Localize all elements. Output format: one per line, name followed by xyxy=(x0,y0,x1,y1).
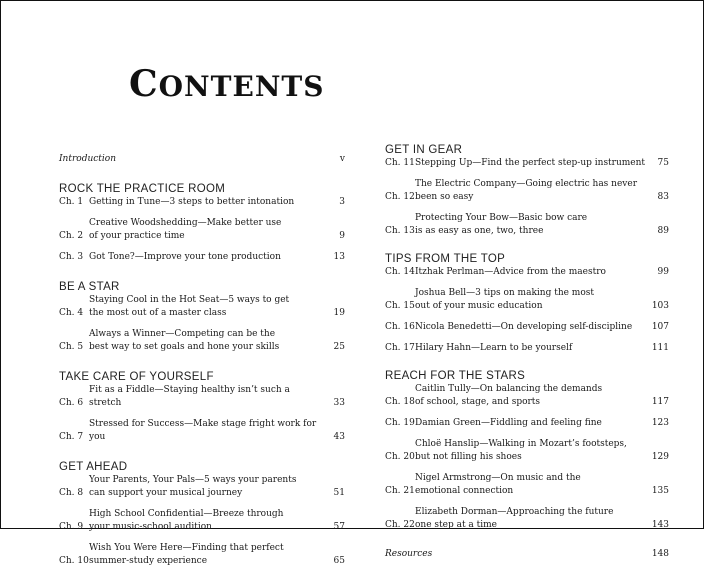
toc-entry[interactable] xyxy=(59,294,345,320)
chapter-title xyxy=(415,417,647,430)
chapter-title xyxy=(89,542,323,568)
chapter-title-line: emotional connection xyxy=(415,486,514,496)
chapter-number: Ch. 14 xyxy=(385,267,415,277)
chapter-title-line: Your Parents, Your Pals—5 ways your parents xyxy=(89,475,297,485)
chapter-number: Ch. 18 xyxy=(385,397,415,407)
chapter-title-line: can support your musical journey xyxy=(89,488,243,498)
right-column xyxy=(385,143,669,561)
chapter-title-line: your music-school audition xyxy=(89,522,212,532)
page-number: 43 xyxy=(333,432,345,442)
page-number: 19 xyxy=(333,308,345,318)
page-number: 25 xyxy=(333,342,345,352)
page-number: 83 xyxy=(657,192,669,202)
chapter-number: Ch. 12 xyxy=(385,192,415,202)
page-number: v xyxy=(339,154,345,164)
page-number: 51 xyxy=(333,488,345,498)
toc-entry[interactable] xyxy=(59,196,345,209)
chapter-title-line: Stressed for Success—Make stage fright work for you xyxy=(89,419,317,442)
chapter-number: Ch. 16 xyxy=(385,322,415,332)
chapter-title-line: Caitlin Tully—On balancing the demands xyxy=(415,384,603,394)
toc-entry-introduction[interactable] xyxy=(59,153,345,166)
page-number: 117 xyxy=(651,397,669,407)
chapter-title-line: High School Confidential—Breeze through xyxy=(89,509,284,519)
page-number: 143 xyxy=(651,520,669,530)
chapter-number: Ch. 4 xyxy=(59,308,84,318)
chapter-title-line: Fit as a Fiddle—Staying healthy isn’t such a stretch xyxy=(89,385,290,408)
chapter-number: Ch. 19 xyxy=(385,418,415,428)
chapter-number: Ch. 13 xyxy=(385,226,415,236)
section-heading: TIPS FROM THE TOP xyxy=(385,253,506,265)
chapter-title xyxy=(89,474,323,500)
toc-entry[interactable] xyxy=(385,417,669,430)
chapter-title xyxy=(89,328,323,354)
toc-entry[interactable] xyxy=(59,328,345,354)
section-heading: ROCK THE PRACTICE ROOM xyxy=(59,183,226,195)
chapter-title xyxy=(415,472,647,498)
chapter-number: Ch. 11 xyxy=(385,158,415,168)
title-initial: C xyxy=(129,63,159,105)
chapter-title xyxy=(89,217,323,243)
page-number: 89 xyxy=(657,226,669,236)
chapter-number: Ch. 7 xyxy=(59,432,84,442)
chapter-title-line: best way to set goals and hone your skills xyxy=(89,342,280,352)
chapter-title xyxy=(89,508,323,534)
chapter-title xyxy=(415,266,647,279)
toc-entry[interactable] xyxy=(385,506,669,532)
page-number: 135 xyxy=(651,486,669,496)
toc-entry[interactable] xyxy=(385,266,669,279)
chapter-title xyxy=(89,251,323,264)
page-number: 99 xyxy=(657,267,669,277)
chapter-title-line: Getting in Tune—3 steps to better intonation xyxy=(89,197,295,207)
chapter-title xyxy=(415,287,647,313)
toc-entry[interactable] xyxy=(59,217,345,243)
chapter-number: Ch. 1 xyxy=(59,197,84,207)
left-column xyxy=(59,151,345,568)
chapter-title xyxy=(415,157,647,170)
page-number: 111 xyxy=(651,343,669,353)
page-number: 75 xyxy=(657,158,669,168)
page-number: 57 xyxy=(333,522,345,532)
toc-entry[interactable] xyxy=(59,384,345,410)
toc-entry[interactable] xyxy=(385,383,669,409)
chapter-title-line: out of your music education xyxy=(415,301,543,311)
toc-entry[interactable] xyxy=(385,178,669,204)
chapter-title xyxy=(89,196,323,209)
chapter-title-line: been so easy xyxy=(415,192,474,202)
toc-entry[interactable] xyxy=(385,157,669,170)
section-heading: BE A STAR xyxy=(59,281,120,293)
toc-entry[interactable] xyxy=(59,474,345,500)
chapter-number: Ch. 17 xyxy=(385,343,415,353)
chapter-title-line: of your practice time xyxy=(89,231,185,241)
chapter-number: Ch. 8 xyxy=(59,488,84,498)
chapter-number: Ch. 9 xyxy=(59,522,84,532)
chapter-title-line: Elizabeth Dorman—Approaching the future xyxy=(415,507,614,517)
toc-entry[interactable] xyxy=(385,287,669,313)
toc-entry[interactable] xyxy=(59,542,345,568)
entry-label: Introduction xyxy=(59,154,116,164)
chapter-title-line: one step at a time xyxy=(415,520,498,530)
toc-entry[interactable] xyxy=(385,212,669,238)
chapter-number: Ch. 3 xyxy=(59,252,84,262)
section-heading: GET AHEAD xyxy=(59,461,128,473)
toc-entry[interactable] xyxy=(59,418,345,444)
chapter-title xyxy=(415,383,647,409)
page-number: 103 xyxy=(651,301,669,311)
page-number: 148 xyxy=(651,549,669,559)
chapter-title-line: the most out of a master class xyxy=(89,308,227,318)
toc-entry[interactable] xyxy=(385,342,669,355)
chapter-title xyxy=(415,321,647,334)
chapter-title-line: Creative Woodshedding—Make better use xyxy=(89,218,282,228)
section-heading: GET IN GEAR xyxy=(385,144,463,156)
toc-entry[interactable] xyxy=(385,321,669,334)
chapter-title xyxy=(89,384,323,410)
chapter-title xyxy=(415,178,647,204)
toc-entry-resources[interactable] xyxy=(385,548,669,561)
chapter-title-line: Wish You Were Here—Finding that perfect xyxy=(89,543,284,553)
page-number: 9 xyxy=(339,231,345,241)
page-title xyxy=(129,63,324,105)
chapter-title-line: Got Tone?—Improve your tone production xyxy=(89,252,281,262)
section-heading: REACH FOR THE STARS xyxy=(385,370,526,382)
chapter-title-line: Nigel Armstrong—On music and the xyxy=(415,473,581,483)
chapter-title-line: Chloë Hanslip—Walking in Mozart’s footsteps, xyxy=(415,439,627,449)
page-number: 3 xyxy=(339,197,345,207)
chapter-number: Ch. 10 xyxy=(59,556,89,566)
page-number: 107 xyxy=(651,322,669,332)
page-number: 129 xyxy=(651,452,669,462)
page-number: 123 xyxy=(651,418,669,428)
chapter-title-line: Stepping Up—Find the perfect step-up instrument xyxy=(415,158,646,168)
chapter-title xyxy=(89,418,323,444)
chapter-title-line: Itzhak Perlman—Advice from the maestro xyxy=(415,267,606,277)
page-number: 33 xyxy=(333,398,345,408)
chapter-title-line: Damian Green—Fiddling and feeling fine xyxy=(415,418,602,428)
chapter-number: Ch. 20 xyxy=(385,452,415,462)
chapter-title xyxy=(415,506,647,532)
chapter-title-line: The Electric Company—Going electric has never xyxy=(415,179,637,189)
chapter-title-line: Protecting Your Bow—Basic bow care xyxy=(415,213,588,223)
chapter-title xyxy=(415,438,647,464)
chapter-title xyxy=(89,294,323,320)
chapter-title-line: of school, stage, and sports xyxy=(415,397,541,407)
chapter-title-line: summer-study experience xyxy=(89,556,208,566)
section-heading: TAKE CARE OF YOURSELF xyxy=(59,371,214,383)
page-number: 13 xyxy=(333,252,345,262)
entry-label: Resources xyxy=(385,549,433,559)
toc-entry[interactable] xyxy=(59,251,345,264)
chapter-title-line: is as easy as one, two, three xyxy=(415,226,544,236)
chapter-title-line: Always a Winner—Competing can be the xyxy=(89,329,276,339)
page-number: 65 xyxy=(333,556,345,566)
chapter-title-line: Nicola Benedetti—On developing self-discipline xyxy=(415,322,633,332)
chapter-title-line: Staying Cool in the Hot Seat—5 ways to get xyxy=(89,295,290,305)
chapter-title-line: Joshua Bell—3 tips on making the most xyxy=(415,288,594,298)
chapter-title-line: but not filling his shoes xyxy=(415,452,522,462)
chapter-number: Ch. 21 xyxy=(385,486,415,496)
chapter-number: Ch. 15 xyxy=(385,301,415,311)
chapter-number: Ch. 2 xyxy=(59,231,84,241)
chapter-number: Ch. 22 xyxy=(385,520,415,530)
toc-entry[interactable] xyxy=(385,472,669,498)
title-rest: ONTENTS xyxy=(158,70,325,103)
chapter-number: Ch. 5 xyxy=(59,342,84,352)
chapter-number: Ch. 6 xyxy=(59,398,84,408)
chapter-title xyxy=(415,342,647,355)
toc-entry[interactable] xyxy=(59,508,345,534)
chapter-title-line: Hilary Hahn—Learn to be yourself xyxy=(415,343,573,353)
toc-entry[interactable] xyxy=(385,438,669,464)
chapter-title xyxy=(415,212,647,238)
